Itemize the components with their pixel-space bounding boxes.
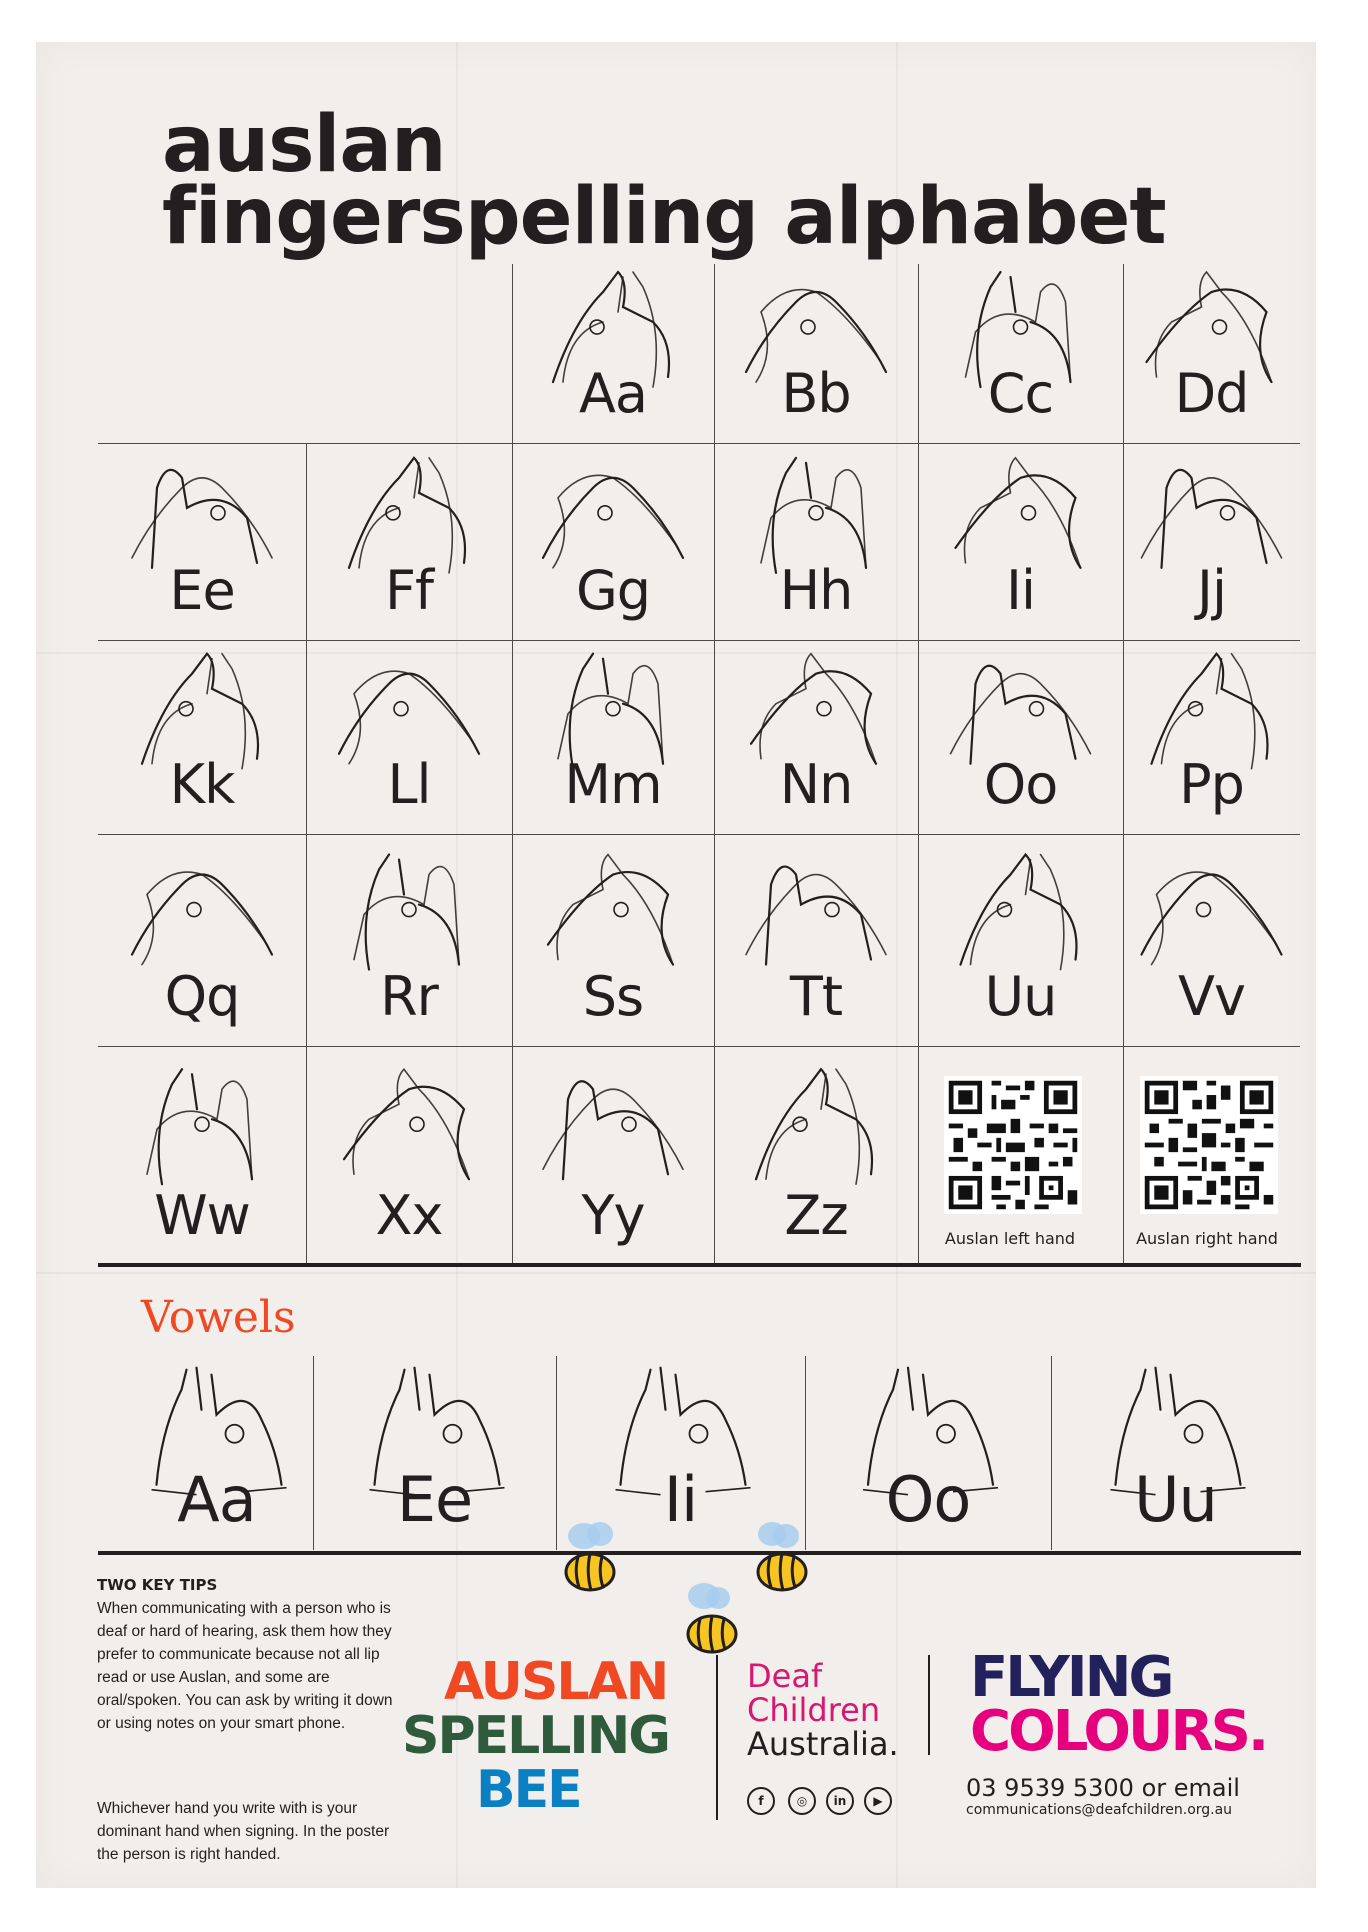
letter-label: Zz: [784, 1184, 848, 1247]
letter-label: Ff: [384, 559, 434, 622]
letter-label: Ii: [1006, 559, 1035, 622]
letter-label: Qq: [164, 965, 240, 1028]
letter-cell: [306, 1046, 512, 1265]
dca-line-1: Deaf: [747, 1657, 823, 1695]
letter-label: Bb: [781, 362, 851, 425]
vowel-label: Uu: [1134, 1463, 1217, 1536]
vowel-cell: [1051, 1356, 1300, 1550]
letter-cell: [306, 443, 512, 640]
logo-divider: [716, 1655, 718, 1820]
bee-icon: [548, 1520, 632, 1600]
letter-label: Uu: [984, 965, 1057, 1028]
letter-cell: [512, 1046, 714, 1265]
separator-line: [98, 1551, 1301, 1555]
instagram-icon[interactable]: ◎: [788, 1787, 816, 1815]
facebook-icon[interactable]: f: [747, 1787, 775, 1815]
letter-cell: [98, 1046, 306, 1265]
letter-label: Mm: [564, 753, 662, 816]
vowel-label: Aa: [177, 1463, 256, 1536]
vowel-label: Ii: [663, 1463, 698, 1536]
tips-title: TWO KEY TIPS: [97, 1576, 218, 1594]
letter-cell: [1123, 834, 1300, 1046]
vowel-label: Oo: [885, 1463, 971, 1536]
page-title-line1: auslan: [162, 100, 446, 190]
letter-cell: [1123, 640, 1300, 834]
letter-cell: [512, 443, 714, 640]
letter-label: Ww: [154, 1184, 250, 1247]
letter-cell: [918, 443, 1123, 640]
qr-icon: [1140, 1076, 1278, 1214]
letter-cell: [918, 640, 1123, 834]
contact-email[interactable]: communications@deafchildren.org.au: [966, 1802, 1233, 1818]
logo-line-3: BEE: [476, 1760, 581, 1820]
tip-1: When communicating with a person who is deaf or hard of hearing, ask them how they prefer to communicate because not all lip read or use Auslan, and some are oral/spoken. You can ask by writing it down or using notes on your smart phone.: [97, 1600, 393, 1732]
letter-label: Ee: [169, 559, 235, 622]
letter-label: Gg: [575, 559, 651, 622]
letter-label: Jj: [1197, 559, 1226, 622]
letter-cell: [714, 264, 918, 443]
letter-cell: [98, 834, 306, 1046]
letter-label: Kk: [169, 753, 235, 816]
logo-line-2: SPELLING: [402, 1706, 669, 1766]
dca-line-2: Children: [747, 1691, 881, 1729]
letter-cell: [306, 834, 512, 1046]
letter-cell: [98, 640, 306, 834]
qr-icon: [944, 1076, 1082, 1214]
letter-cell: [714, 443, 918, 640]
vowel-cell: [805, 1356, 1051, 1550]
youtube-icon[interactable]: ▶: [864, 1787, 892, 1815]
qr-code-left-hand[interactable]: [944, 1076, 1082, 1214]
vowel-cell: [120, 1356, 313, 1550]
letter-label: Tt: [789, 965, 843, 1028]
vowel-cell: [313, 1356, 556, 1550]
letter-cell: [714, 834, 918, 1046]
letter-cell: [714, 640, 918, 834]
letter-cell: [1123, 264, 1300, 443]
bee-icon: [740, 1520, 824, 1600]
qr-label-right: Auslan right hand: [1136, 1229, 1278, 1248]
letter-label: Oo: [983, 753, 1058, 816]
fc-line-2: COLOURS.: [970, 1699, 1267, 1764]
letter-label: Rr: [380, 965, 438, 1028]
letter-label: Nn: [779, 753, 853, 816]
linkedin-icon[interactable]: in: [826, 1787, 854, 1815]
logo-divider: [928, 1655, 930, 1755]
letter-cell: [512, 264, 714, 443]
dca-line-3: Australia.: [747, 1725, 899, 1763]
letter-cell: [1123, 443, 1300, 640]
letter-label: Pp: [1179, 753, 1244, 816]
letter-cell: [306, 640, 512, 834]
logo-line-1: AUSLAN: [444, 1652, 668, 1712]
letter-label: Dd: [1174, 362, 1249, 425]
letter-cell: [512, 834, 714, 1046]
letter-label: Aa: [578, 362, 648, 425]
letter-label: Hh: [779, 559, 853, 622]
letter-cell: [918, 264, 1123, 443]
letter-label: Cc: [987, 362, 1054, 425]
fc-line-1: FLYING: [970, 1645, 1172, 1710]
letter-label: Ss: [582, 965, 644, 1028]
letter-label: Yy: [581, 1184, 645, 1247]
separator-line: [98, 1263, 1301, 1267]
letter-label: Vv: [1178, 965, 1245, 1028]
letter-cell: [512, 640, 714, 834]
letter-label: Xx: [375, 1184, 443, 1247]
vowel-label: Ee: [396, 1463, 473, 1536]
contact-phone: 03 9539 5300 or email: [966, 1774, 1240, 1802]
letter-label: Ll: [387, 753, 431, 816]
qr-label-left: Auslan left hand: [944, 1229, 1076, 1248]
letter-cell: [98, 443, 306, 640]
tip-2: Whichever hand you write with is your dominant hand when signing. In the poster the person is right handed.: [97, 1800, 390, 1863]
letter-cell: [714, 1046, 918, 1265]
vowels-heading: Vowels: [141, 1292, 296, 1343]
page-title-line2: fingerspelling alphabet: [162, 172, 1166, 262]
letter-cell: [918, 834, 1123, 1046]
qr-code-right-hand[interactable]: [1140, 1076, 1278, 1214]
